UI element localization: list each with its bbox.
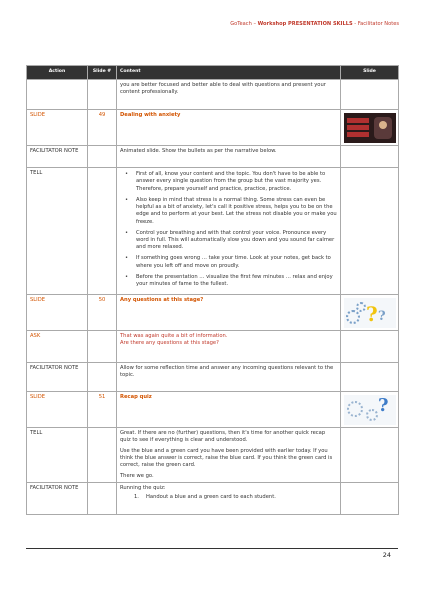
tell-paragraph: There we go. <box>120 472 154 479</box>
continued-text: you are better focused and better able to deal with questions and present your content professionally. <box>117 80 341 110</box>
column-header-slide-number: Slide # <box>88 66 117 80</box>
row-action: FACILITATOR NOTE <box>27 483 88 515</box>
quiz-steps <box>120 494 337 501</box>
list-item: • Before the presentation … visualize the first few minutes … relax and enjoy your minutes of fame to the fullest. <box>136 274 337 289</box>
table-row <box>27 168 399 295</box>
ask-line: That was again quite a bit of information. <box>120 332 228 339</box>
page-header: GoTeach – Workshop PRESENTATION SKILLS - Facilitator Notes <box>230 21 399 27</box>
table-row <box>27 362 399 391</box>
list-item: • Also keep in mind that stress is a normal thing. Some stress can even be helpful as a bit of anxiety, let's call it positive stress, helps you to be on the edge and to perform at your best. Let the stress not disable you or make you freeze. <box>136 197 337 227</box>
table-row <box>27 330 399 362</box>
page-number: 24 <box>382 551 391 559</box>
table-row <box>27 294 399 330</box>
table-header-row <box>27 66 399 80</box>
row-slide-number: 49 <box>88 110 117 146</box>
table-row <box>27 146 399 168</box>
row-action: SLIDE <box>27 294 88 330</box>
column-header-content: Content <box>117 66 341 80</box>
facilitator-notes-table <box>26 65 399 515</box>
row-action: FACILITATOR NOTE <box>27 362 88 391</box>
table-row <box>27 427 399 482</box>
table-row <box>27 391 399 427</box>
header-org: GoTeach <box>230 21 252 27</box>
row-action: SLIDE <box>27 391 88 427</box>
list-item: 1. Handout a blue and a green card to each student. <box>134 494 276 501</box>
row-action: TELL <box>27 168 88 295</box>
list-item: • If something goes wrong … take your time. Look at your notes, get back to where you left off and move on proudly. <box>136 255 337 270</box>
row-slide-title: Dealing with anxiety <box>117 110 341 146</box>
row-slide-number: 51 <box>88 391 117 427</box>
tell-paragraph: Great. If there are no (further) questions, then it's time for another quick recap quiz to see if everything is clear and understood. <box>120 429 326 444</box>
table-row <box>27 483 399 515</box>
row-action: ASK <box>27 330 88 362</box>
row-slide-number: 50 <box>88 294 117 330</box>
question-marks-thumbnail: ? ? <box>344 298 396 328</box>
list-item: • Control your breathing and with that control your voice. Pronounce every word in full. This will automatically slow you down and you sound far calmer and more relaxed. <box>136 230 337 252</box>
ask-line: Are there any questions at this stage? <box>120 340 219 347</box>
row-action: FACILITATOR NOTE <box>27 146 88 168</box>
row-slide-title: Any questions at this stage? <box>117 294 341 330</box>
quiz-intro: Running the quiz: <box>120 485 166 491</box>
table-row <box>27 110 399 146</box>
row-content: Allow for some reflection time and answer any incoming questions relevant to the topic. <box>117 362 341 391</box>
column-header-slide: Slide <box>341 66 399 80</box>
tell-bullet-list <box>120 171 337 288</box>
header-workshop: Workshop PRESENTATION SKILLS <box>257 21 353 27</box>
header-doc-type: Facilitator Notes <box>357 21 399 27</box>
row-content: Animated slide. Show the bullets as per the narrative below. <box>117 146 341 168</box>
table-row <box>27 80 399 110</box>
anxiety-slide-thumbnail <box>344 113 396 143</box>
row-action: TELL <box>27 427 88 482</box>
list-item: • First of all, know your content and the topic. You don't have to be able to answer every single question from the group but the vast majority yes. Therefore, prepare yourself and practice, practice, practice. <box>136 171 337 193</box>
row-slide-title: Recap quiz <box>117 391 341 427</box>
footer-divider <box>26 548 398 549</box>
row-action: SLIDE <box>27 110 88 146</box>
quiz-thumbnail: ? <box>344 395 396 425</box>
tell-paragraph: Use the blue and a green card you have been provided with earlier today. If you think the blue answer is correct, raise the blue card. If you think the green card is correct, raise the green card. <box>120 447 333 469</box>
column-header-action: Action <box>27 66 88 80</box>
